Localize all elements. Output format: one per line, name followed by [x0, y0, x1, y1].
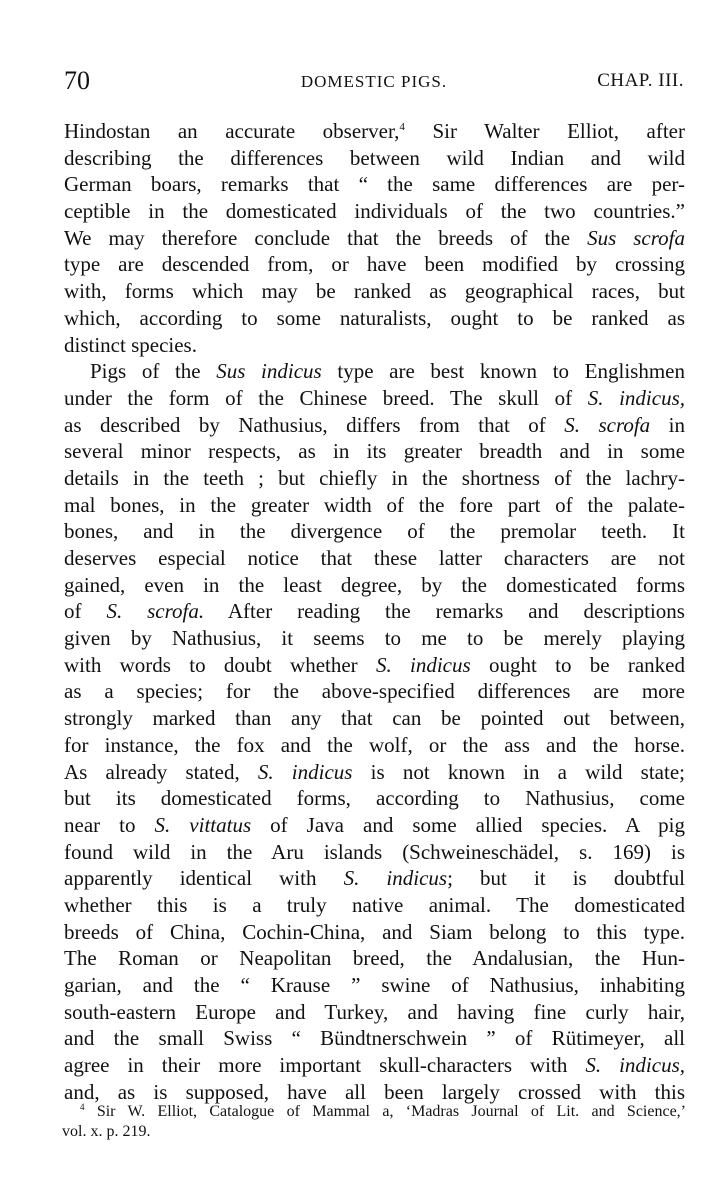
- body-line: [64, 759, 685, 786]
- footnote: [62, 1102, 686, 1142]
- text-run: several minor respects, as in its greater breadth and in some: [64, 439, 685, 464]
- italic-text: S. scrofa.: [106, 599, 205, 624]
- body-line: [64, 412, 685, 439]
- text-run: deserves especial notice that these latter characters are not: [64, 546, 685, 570]
- text-run: bones, and in the divergence of the premolar teeth. It: [64, 519, 685, 544]
- text-run: in: [650, 412, 685, 437]
- text-run: After reading the remarks and descriptions: [204, 599, 685, 624]
- text-run: The Roman or Neapolitan breed, the Andalusian, the Hun-: [64, 946, 685, 971]
- text-run: As already stated,: [64, 759, 258, 784]
- text-run: mal bones, in the greater width of the fore part of the palate-: [64, 492, 685, 517]
- text-run: describing the differences between wild Indian and wild: [64, 145, 685, 170]
- text-run: ceptible in the domesticated individuals of the two countries.”: [64, 199, 685, 224]
- text-run: distinct species.: [64, 332, 197, 357]
- body-line: [64, 305, 685, 332]
- body-line: [64, 332, 685, 359]
- chapter-label: CHAP. III.: [597, 70, 684, 91]
- text-run: breeds of China, Cochin-China, and Siam belong to this type.: [64, 919, 685, 944]
- body-line: [64, 598, 685, 625]
- text-run: ; but it is doubtful: [447, 866, 685, 891]
- page-header: [64, 66, 684, 100]
- body-line: [64, 545, 685, 572]
- body-line: [64, 919, 685, 946]
- body-line: [64, 518, 685, 545]
- text-run: under the form of the Chinese breed. The skull of: [64, 385, 588, 410]
- text-run: strongly marked than any that can be pointed out between,: [64, 706, 685, 731]
- text-run: gained, even in the least degree, by the domesticated forms: [64, 572, 685, 597]
- text-run: of Java and some allied species. A pig: [251, 812, 685, 837]
- text-run: Hindostan an accurate observer,: [64, 119, 400, 143]
- text-run: south-eastern Europe and Turkey, and having fine curly hair,: [64, 999, 685, 1024]
- italic-text: S. indicus,: [585, 1053, 685, 1078]
- text-run: garian, and the “ Krause ” swine of Nathusius, inhabiting: [64, 973, 685, 997]
- text-run: apparently identical with: [64, 866, 344, 891]
- body-line: [64, 438, 685, 465]
- text-run: whether this is a truly native animal. The domesticated: [64, 892, 685, 917]
- body-line: [64, 945, 685, 972]
- text-run: near to: [64, 812, 155, 837]
- text-run: type are best known to Englishmen: [321, 359, 685, 384]
- italic-text: S. scrofa: [564, 412, 651, 437]
- body-line: [64, 972, 685, 999]
- body-line: [64, 385, 685, 412]
- body-line: [64, 1052, 685, 1079]
- footnote-line: [62, 1102, 686, 1122]
- text-run: Sir Walter Elliot, after: [404, 119, 685, 143]
- text-run: type are descended from, or have been modified by crossing: [64, 252, 685, 277]
- text-run: Sir W. Elliot, Catalogue of Mammal a, ‘Madras Journal of Lit. and Science,’: [84, 1103, 686, 1120]
- body-line: [64, 785, 685, 812]
- text-run: for instance, the fox and the wolf, or the ass and the horse.: [64, 732, 685, 757]
- italic-text: S. indicus: [343, 866, 448, 891]
- text-run: of: [64, 599, 107, 624]
- italic-text: S. indicus: [375, 652, 471, 677]
- italic-text: Sus scrofa: [587, 225, 685, 250]
- text-run: as described by Nathusius, differs from that of: [64, 412, 565, 437]
- text-run: which, according to some naturalists, ought to be ranked as: [64, 305, 685, 330]
- italic-text: Sus indicus: [216, 359, 322, 384]
- text-run: ought to be ranked: [470, 652, 685, 677]
- text-run: with, forms which may be ranked as geographical races, but: [64, 279, 685, 304]
- body-line: [64, 572, 685, 599]
- text-run: given by Nathusius, it seems to me to be merely playing: [64, 626, 685, 651]
- text-run: as a species; for the above-specified differences are more: [64, 679, 685, 704]
- text-run: agree in their more important skull-characters with: [64, 1053, 586, 1078]
- footnote-marker: 4: [80, 1102, 85, 1112]
- body-line: [64, 705, 685, 732]
- body-line: [64, 732, 685, 759]
- footnote-marker: 4: [399, 121, 405, 133]
- text-run: and, as is supposed, have all been largely crossed with this: [64, 1079, 685, 1104]
- body-text: [64, 118, 685, 1105]
- text-run: Pigs of the: [90, 359, 217, 384]
- text-run: vol. x. p. 219.: [62, 1123, 151, 1140]
- body-line: [64, 678, 685, 705]
- body-line: [64, 865, 685, 892]
- text-run: German boars, remarks that “ the same differences are per-: [64, 172, 685, 197]
- body-line: [64, 171, 685, 198]
- body-line: [64, 145, 685, 172]
- italic-text: S. vittatus: [154, 812, 252, 837]
- body-line: [64, 839, 685, 866]
- text-run: details in the teeth ; but chiefly in the shortness of the lachry-: [64, 465, 685, 490]
- body-line: [64, 999, 685, 1026]
- running-title: DOMESTIC PIGS.: [300, 72, 448, 91]
- body-line: [64, 492, 685, 519]
- body-line: [64, 278, 685, 305]
- body-line: [64, 251, 685, 278]
- body-line: [64, 652, 685, 679]
- text-run: is not known in a wild state;: [352, 759, 685, 784]
- text-run: but its domesticated forms, according to Nathusius, come: [64, 786, 685, 811]
- text-run: found wild in the Aru islands (Schweineschädel, s. 169) is: [64, 839, 685, 864]
- body-line: [64, 812, 685, 839]
- body-line: [64, 1025, 685, 1052]
- body-line: [64, 198, 685, 225]
- body-line: [64, 625, 685, 652]
- body-line: [64, 225, 685, 252]
- page-number: 70: [64, 66, 90, 95]
- body-line: [64, 358, 685, 385]
- text-run: We may therefore conclude that the breeds of the: [64, 225, 588, 250]
- body-line: [64, 465, 685, 492]
- italic-text: S. indicus,: [587, 385, 685, 410]
- body-line: [64, 892, 685, 919]
- footnote-line: [62, 1122, 686, 1142]
- italic-text: S. indicus: [257, 759, 353, 784]
- text-run: and the small Swiss “ Bündtnerschwein ” of Rütimeyer, all: [64, 1026, 685, 1051]
- text-run: with words to doubt whether: [64, 652, 376, 677]
- body-line: [64, 118, 685, 145]
